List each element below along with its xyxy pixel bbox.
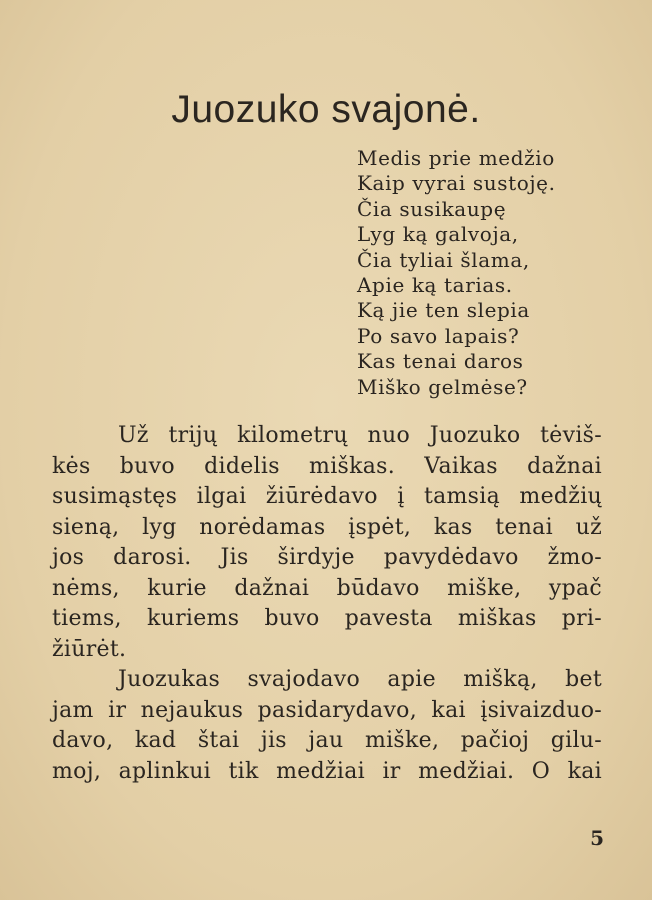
poem-line: Čia tyliai šlama, bbox=[357, 247, 530, 272]
paragraph-line: davo, kad štai jis jau miške, pačioj gilu- bbox=[52, 728, 602, 753]
poem-line: Po savo lapais? bbox=[357, 323, 520, 348]
paragraph-line: žiūrėt. bbox=[52, 636, 127, 662]
paragraph-line: nėms, kurie dažnai būdavo miške, ypač bbox=[52, 575, 602, 601]
paragraph bbox=[52, 421, 602, 665]
poem-line: Apie ką tarias. bbox=[357, 273, 513, 298]
paragraph-line: moj, aplinkui tik medžiai ir medžiai. O kai bbox=[52, 758, 602, 784]
prose-text bbox=[52, 421, 602, 787]
poem-line: Lyg ką galvoja, bbox=[357, 222, 519, 247]
paragraph-line: susimąstęs ilgai žiūrėdavo į tamsią medžių bbox=[52, 484, 602, 509]
paragraph bbox=[52, 665, 602, 787]
paragraph-line: jos darosi. Jis širdyje pavydėdavo žmo- bbox=[52, 545, 602, 570]
poem bbox=[357, 146, 556, 400]
paragraph-line: kės buvo didelis miškas. Vaikas dažnai bbox=[52, 453, 602, 479]
paragraph-line: Juozukas svajodavo apie mišką, bet bbox=[118, 667, 602, 692]
paragraph-line: sieną, lyg norėdamas įspėt, kas tenai už bbox=[52, 514, 602, 540]
poem-line: Ką jie ten slepia bbox=[357, 298, 530, 323]
poem-line: Miško gelmėse? bbox=[357, 374, 528, 399]
paragraph-line: jam ir nejaukus pasidarydavo, kai įsivaizduo- bbox=[52, 697, 602, 723]
page-number: 5 bbox=[590, 826, 604, 850]
poem-line: Kas tenai daros bbox=[357, 349, 524, 374]
poem-line: Čia susikaupę bbox=[357, 196, 507, 221]
paragraph-line: Už trijų kilometrų nuo Juozuko tėviš- bbox=[118, 423, 602, 448]
paragraph-line: tiems, kuriems buvo pavesta miškas pri- bbox=[52, 606, 602, 631]
poem-line: Kaip vyrai sustoję. bbox=[357, 171, 556, 196]
chapter-title: Juozuko svajonė. bbox=[171, 88, 481, 131]
poem-line: Medis prie medžio bbox=[357, 146, 555, 170]
